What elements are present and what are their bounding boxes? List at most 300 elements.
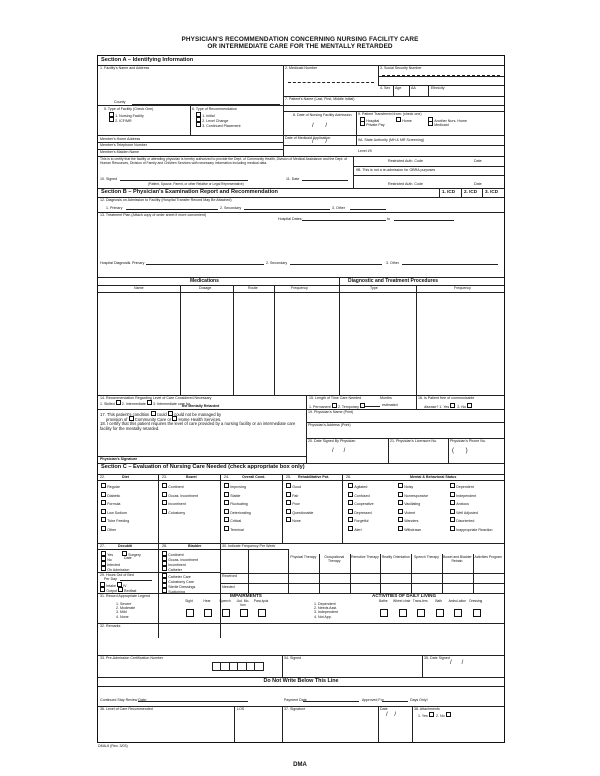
decubiti-no[interactable]: No [101,556,112,562]
rule [220,549,288,550]
checkbox[interactable] [162,509,167,514]
transferred-from-label: 9. Patient Transferred from: (check one) [358,112,422,116]
legend-item: 4. Not App. [314,614,332,619]
diet-heading: Diet [122,475,129,479]
divider [439,188,440,197]
legend-entry-box[interactable] [399,609,407,617]
date-signed-physician-field[interactable]: / / [332,448,346,454]
checkbox[interactable] [348,500,353,505]
continued-stay-label: Continued Stay Review Date: [100,698,147,702]
attachments-options[interactable]: 1. Yes 2. No [418,712,452,718]
diet-label: Formula [107,501,121,506]
therapy-column-header: Physical Therapy [290,555,317,559]
checkbox[interactable] [450,500,455,505]
legend-label: 31. Record Appropriate Legend [100,594,150,598]
overall-option[interactable] [224,483,246,489]
divider [378,65,379,85]
bowel-option[interactable] [162,509,185,515]
mentally-retarded-label: the Mentally Retarded [182,404,220,408]
overall-number: 24. [224,475,229,479]
medications-heading: Medications [190,278,219,284]
signed-label: 10. Signed [100,177,118,181]
signed-34-label: 34. Signed [284,656,302,660]
phone-field[interactable]: ( ) [452,448,468,454]
date-37-field[interactable]: / / [386,712,397,718]
medicaid-option[interactable]: Medicaid [428,121,449,127]
divider [283,65,284,135]
licensure-label: 21. Physician's Licensure No. [390,439,438,443]
legend-item: 1. Severe [116,602,132,606]
bladder-number: 28. [162,544,167,548]
hospital-option[interactable]: Hospital [360,117,379,123]
rule [98,686,504,687]
checkbox[interactable] [224,517,229,522]
diet-option[interactable] [101,526,116,532]
therapy-column-header: Activities Program [474,555,502,559]
hospital-dates-label: Hospital Dates: [278,217,303,221]
legend-entry-box[interactable] [417,609,425,617]
therapy-column-header: Remotive Therapy [351,555,379,559]
checkbox[interactable] [348,492,353,497]
mental-option[interactable] [450,526,493,532]
checkbox[interactable] [286,483,291,488]
bowel-label: Continent [168,484,184,489]
section-a-heading: Section A – Identifying Information [101,57,194,63]
form-title-line1: PHYSICIAN'S RECOMMENDATION CONCERNING NURSING FACILITY CARE [181,36,419,43]
rule [98,277,504,278]
months-label: Months [380,396,392,400]
mental-label: Wanders [404,518,419,523]
intake-iv-options[interactable]: Intake IV [100,582,127,588]
permanent-option[interactable]: 1. Permanent [309,403,338,409]
months-field[interactable] [364,406,380,407]
legend-column-label: Lkd. Mo-tion [236,599,250,607]
bladder-label: Occas. Incontinent [168,557,198,562]
checkbox[interactable] [286,500,291,505]
checkbox[interactable] [348,509,353,514]
restricted-date-label: Date [474,159,482,163]
county-label: County [114,100,126,104]
payment-date-field[interactable] [303,701,359,702]
sign-date-label: 11. Date [286,177,300,181]
medicaid-application-date-field[interactable]: / / [312,139,328,145]
rehab-label: Poor [292,501,300,506]
legend-column-label: Hear [203,599,211,603]
checkbox[interactable] [286,492,291,497]
divider [409,85,410,96]
rehab-option[interactable] [286,492,298,498]
mental-option[interactable] [398,526,421,532]
checkbox[interactable] [450,483,455,488]
overall-label: Improving [230,484,246,489]
legend-entry-box[interactable] [204,609,212,617]
mental-label: Cooperative [354,501,374,506]
mental-option[interactable] [450,500,469,506]
mental-label: Alert [354,527,362,532]
legend-item: 1. Dependent [314,602,336,606]
divider [248,549,249,593]
bowel-option[interactable] [162,483,184,489]
continued-placement-option[interactable]: 3. Continued Placement [196,122,241,128]
approved-for-field[interactable] [382,701,408,702]
physician-address-label: Physician's Address (Print) [308,423,351,427]
home-option[interactable]: Home [396,117,412,123]
rehab-option[interactable] [286,483,301,489]
mental-option[interactable] [450,517,474,523]
icd-1-label: 1. ICD [442,189,456,194]
sign-date-field[interactable] [302,180,348,181]
checkbox[interactable] [224,483,229,488]
legend-column-label: Para-lysis [253,599,269,603]
rehab-label: None [292,518,301,523]
continued-stay-field[interactable] [138,701,248,702]
mental-option[interactable] [450,492,476,498]
therapy-column-header: Reality Orientation [381,555,410,559]
other-dx-field[interactable] [350,209,386,210]
mental-label: Anxious [456,501,469,506]
rule [378,76,504,77]
legend-column-label: Ambul-ation [448,599,467,603]
rehab-option[interactable] [286,509,313,515]
divider [428,85,429,96]
decubiti-surgery[interactable]: Surgery [122,551,141,557]
checkbox[interactable] [162,492,167,497]
section-c-heading: Section C – Evaluation of Nursing Care Needed (check appropriate box only) [101,464,305,470]
mental-label: Disoriented [456,518,475,523]
medicaid-number-field[interactable] [288,82,374,83]
diet-option[interactable] [101,517,129,523]
legend-item: 3. Independent [314,610,338,615]
mental-option[interactable] [398,517,418,523]
community-care-options[interactable]: provision of Community Care or Home Health Services. [106,416,222,422]
phone-label: Physician's Phone No. [450,439,486,443]
checkbox[interactable] [398,509,403,514]
checkbox[interactable] [398,526,403,531]
checkbox[interactable] [286,517,291,522]
checkbox[interactable] [286,509,291,514]
checkbox[interactable] [101,492,106,497]
divider [393,85,394,96]
decubiti-date: Date [124,556,132,560]
divider [237,662,238,670]
therapy-column-header: Speech Therapy [414,555,439,559]
level-label: Level I/II [358,149,372,153]
checkbox[interactable] [101,483,106,488]
legend-entry-box[interactable] [380,609,388,617]
hospital-date-from-field[interactable] [302,220,386,221]
mental-label: Forgetful [354,518,369,523]
restricted-auth-code-label-2: Restricted Auth. Code [388,182,423,186]
checkbox[interactable] [101,500,106,505]
decubiti-number: 27. [100,544,105,548]
diet-option[interactable] [101,483,120,489]
ssn-field[interactable] [382,75,500,76]
output-bedfast-options[interactable]: Output Bedfast [100,587,136,593]
member-phone-label: Member's Telephone Number [100,143,147,147]
private-pay-option[interactable]: Private Pay [360,121,385,127]
temporary-option[interactable]: 2. Temporary [338,403,366,409]
overall-label: Deteriorating [230,510,251,515]
mental-label: Violent [404,510,416,515]
rule [98,105,504,106]
legend-entry-box[interactable] [454,609,462,617]
rule [283,145,504,146]
checkbox[interactable] [348,483,353,488]
secondary-dx-field[interactable] [244,209,330,210]
checkbox[interactable] [224,500,229,505]
bowel-heading: Bowel [186,475,197,479]
sex-label: 4. Sex [380,86,391,90]
certification-text: 18. I certify that this patient requires the level of care provided by a nursing facility or an intermediate care facility for the mentally retarded. [100,421,296,431]
aa-label: AA [411,86,416,90]
section-b-heading: Section B – Physician's Examination Report and Recommendation [101,189,278,195]
adl-heading: ACTIVITIES OF DAILY LIVING [372,593,437,598]
mental-option[interactable] [398,492,428,498]
legend-column-label: Dressing [469,599,483,603]
overall-option[interactable] [224,526,244,532]
bowel-option[interactable] [162,500,186,506]
legend-entry-box[interactable] [222,609,230,617]
length-of-care-label: 15. Length of Time Care Needed [309,396,362,400]
admission-diagnosis-label: 12. Diagnosis on Admission to Facility (Hospital Transfer Record May Be Attached) [100,198,232,202]
legend-column-label: Bathe [378,599,388,603]
patient-name-label: 7. Patient's Name (Last, First, Middle Initial) [285,97,355,101]
mental-label: Dependent [456,484,474,489]
checkbox[interactable] [162,566,167,571]
hospital-diagnosis-label: Hospital Diagnosis [100,261,130,265]
legend-item: 3. Mild [116,610,127,615]
medicaid-number-label: 2. Medicaid Number [285,66,318,70]
hospital-primary-label: 1. Primary [128,261,145,265]
preadmission-cert-label: 33. Pre-Admission Certification Number [100,656,164,660]
level-change-option[interactable]: 2. Level Change [196,117,228,123]
legend-entry-box[interactable] [436,609,444,617]
overall-option[interactable] [224,517,241,523]
legend-entry-box[interactable] [240,609,248,617]
primary-dx-label: 1. Primary [106,206,123,210]
catheter-care-label: Catheter Care [168,574,191,579]
date-signed-35-field[interactable]: / / [450,660,464,666]
checkbox[interactable] [224,492,229,497]
divider [233,285,234,395]
divider [190,105,191,135]
overall-heading: Overall Cond. [242,475,266,479]
mental-label: Confused [354,493,370,498]
restricted-auth-code-label: Restricted Auth. Code [388,159,423,163]
rule [98,480,504,481]
days-only-label: Days Only! [410,698,428,702]
legend-entry-box[interactable] [186,609,194,617]
nursing-facility-option[interactable]: 1. Nursing Facility [109,112,144,118]
mental-option[interactable] [348,483,367,489]
hospital-date-to-field[interactable] [394,220,454,221]
legend-column-label: Trans-fers [412,599,428,603]
checkbox[interactable] [348,517,353,522]
date-signed-physician-label: 20. Date Signed By Physician [308,439,356,443]
col-name: Name [134,286,144,290]
bowel-option[interactable] [162,492,198,498]
rehab-label: Questionable [292,510,314,515]
divider [234,706,235,742]
diet-option[interactable] [101,500,120,506]
recommendation-type-label: 6. Type of Recommendation [192,107,237,111]
hospital-secondary-field[interactable] [290,264,382,265]
restricted-date-label-2: Date [474,182,482,186]
icf-mr-option[interactable]: 2. ICF/MR [109,117,132,123]
initial-option[interactable]: 1. Initial [196,112,215,118]
hospital-other-field[interactable] [402,264,498,265]
legend-item: 4. None [116,614,129,619]
divider [378,706,379,742]
diet-label: Other [107,527,117,532]
page-footer: DMA [293,762,307,768]
diet-label: Regular [107,484,120,489]
divider [158,474,159,638]
checkbox[interactable] [224,509,229,514]
checkbox[interactable] [162,500,167,505]
decubiti-infected[interactable]: Infected [101,561,120,567]
checkbox[interactable] [348,526,353,531]
checkbox[interactable] [450,492,455,497]
hospital-secondary-label: 2. Secondary [266,261,288,265]
checkbox[interactable] [398,500,403,505]
checkbox[interactable] [450,509,455,514]
facility-name-label: 1. Facility's Name and Address [100,66,150,70]
overall-label: Terminal [230,527,244,532]
decubiti-heading: Decubiti [118,544,133,548]
frequency-per-week-label: 30. Indicate Frequency Per Week [222,544,276,548]
rule [98,409,306,410]
mental-option[interactable] [398,483,413,489]
bladder-label: Catheter [168,567,182,572]
col-frequency-2: Frequency [454,286,471,290]
checkbox[interactable] [398,492,403,497]
diet-option[interactable] [101,509,127,515]
checkbox[interactable] [162,483,167,488]
impairments-heading: IMPAIRMENTS [230,593,262,598]
mental-option[interactable] [348,492,370,498]
admission-date-label: 8. Date of Nursing Facility Admission [293,113,352,117]
therapy-column-header: Occupational Therapy [324,555,345,563]
therapy-column-header: Bowel and Bladder Retrain. [443,555,472,563]
mental-option[interactable] [450,483,474,489]
rule [98,292,504,293]
another-nursing-home-option[interactable]: Another Nurs. Home [428,117,467,123]
divider [254,662,255,670]
admission-date-field[interactable]: / / [312,123,328,129]
rehab-option[interactable] [286,500,300,506]
bowel-number: 23. [162,475,167,479]
per-day-field[interactable] [120,580,152,581]
level-of-care-options[interactable]: 1. Skilled 2. Intermediate 3. Intermediate care for [100,401,191,406]
icd-2-label: 2. ICD [464,189,478,194]
treatment-plan-label: 13. Treatment Plan (Attach copy of order sheet if more convenient) [100,213,207,217]
rehab-number: 25. [286,475,291,479]
mental-option[interactable] [348,509,372,515]
decubiti-on-admission[interactable]: On Admission [101,566,129,572]
decubiti-yes[interactable]: Yes [101,551,113,557]
overall-option[interactable] [224,500,248,506]
overall-option[interactable] [224,509,251,515]
divider [282,474,283,543]
per-day-label: Per Day [104,577,117,581]
divider [422,655,423,677]
level-of-care-label: 14. Recommendation Regarding Level of Care Considered Necessary [100,396,212,400]
catheter-care-label: Colostomy Care [168,579,194,584]
diet-option[interactable] [101,492,120,498]
form-number: DMA-6 (Rev. 3/03) [98,744,128,748]
overall-option[interactable] [224,492,240,498]
mental-option[interactable] [348,526,362,532]
legend-entry-box[interactable] [258,609,266,617]
maiden-name-label: Member's Maiden Name [100,150,140,154]
divider [282,655,283,677]
legend-item: 2. Moderate [116,606,136,611]
date-37-label: Date [380,707,388,711]
signer-relation-note: (Patient, Spouse, Parent, or other Relative or Legal Representative) [148,182,244,186]
mental-option[interactable] [348,517,368,523]
mental-option[interactable] [450,509,478,515]
attachments-label: 38. Attachments [414,707,440,711]
checkbox[interactable] [398,517,403,522]
mental-option[interactable] [348,500,374,506]
mental-label: Vacillating [404,501,421,506]
hours-out-of-bed-label: 29. Hours Out of Bed [100,573,134,577]
col-route: Route [248,286,258,290]
mental-option[interactable] [398,500,420,506]
mental-label: Independent [456,493,477,498]
hospital-primary-field[interactable] [146,264,264,265]
rehab-label: Good [292,484,301,489]
checkbox[interactable] [450,526,455,531]
checkbox[interactable] [101,509,106,514]
legend-column-label: Wheel chair [393,599,411,603]
legend-item: 2. Needs Asst. [314,606,338,611]
overall-label: Stable [230,493,241,498]
diet-number: 22. [100,475,105,479]
checkbox[interactable] [224,526,229,531]
ssn-label: 3. Social Security Number [380,66,422,70]
signature-field[interactable] [120,180,248,181]
approved-for-label: Approved For [362,698,384,702]
form-title-line2: OR INTERMEDIATE CARE FOR THE MENTALLY RETARDED [207,43,393,50]
communicable-options[interactable]: disease? 1. Yes 2. No [424,403,473,409]
mental-number: 26. [346,475,351,479]
rehab-option[interactable] [286,517,301,523]
mental-heading: Mental & Behavioral Status [410,475,457,479]
primary-dx-field[interactable] [126,209,218,210]
checkbox[interactable] [398,483,403,488]
divider [282,706,283,742]
mental-label: Inappropriate Reaction [456,527,493,532]
checkbox[interactable] [450,517,455,522]
divider [180,285,181,395]
divider [412,706,413,742]
bowel-label: Colostomy [168,510,186,515]
checkbox[interactable] [101,526,106,531]
legend-column-label: Speech [219,599,231,603]
legend-entry-box[interactable] [473,609,481,617]
other-dx-label: 3. Other [332,206,345,210]
condition-statement[interactable]: 17. This patient's condition could could not be managed by [100,411,222,417]
mental-label: Well Adjusted [456,510,478,515]
rule [353,166,504,167]
mental-option[interactable] [398,509,415,515]
mental-label: Agitated [354,484,368,489]
rule [220,583,504,584]
checkbox[interactable] [101,517,106,522]
date-signed-35-label: 35. Date Signed [424,656,450,660]
